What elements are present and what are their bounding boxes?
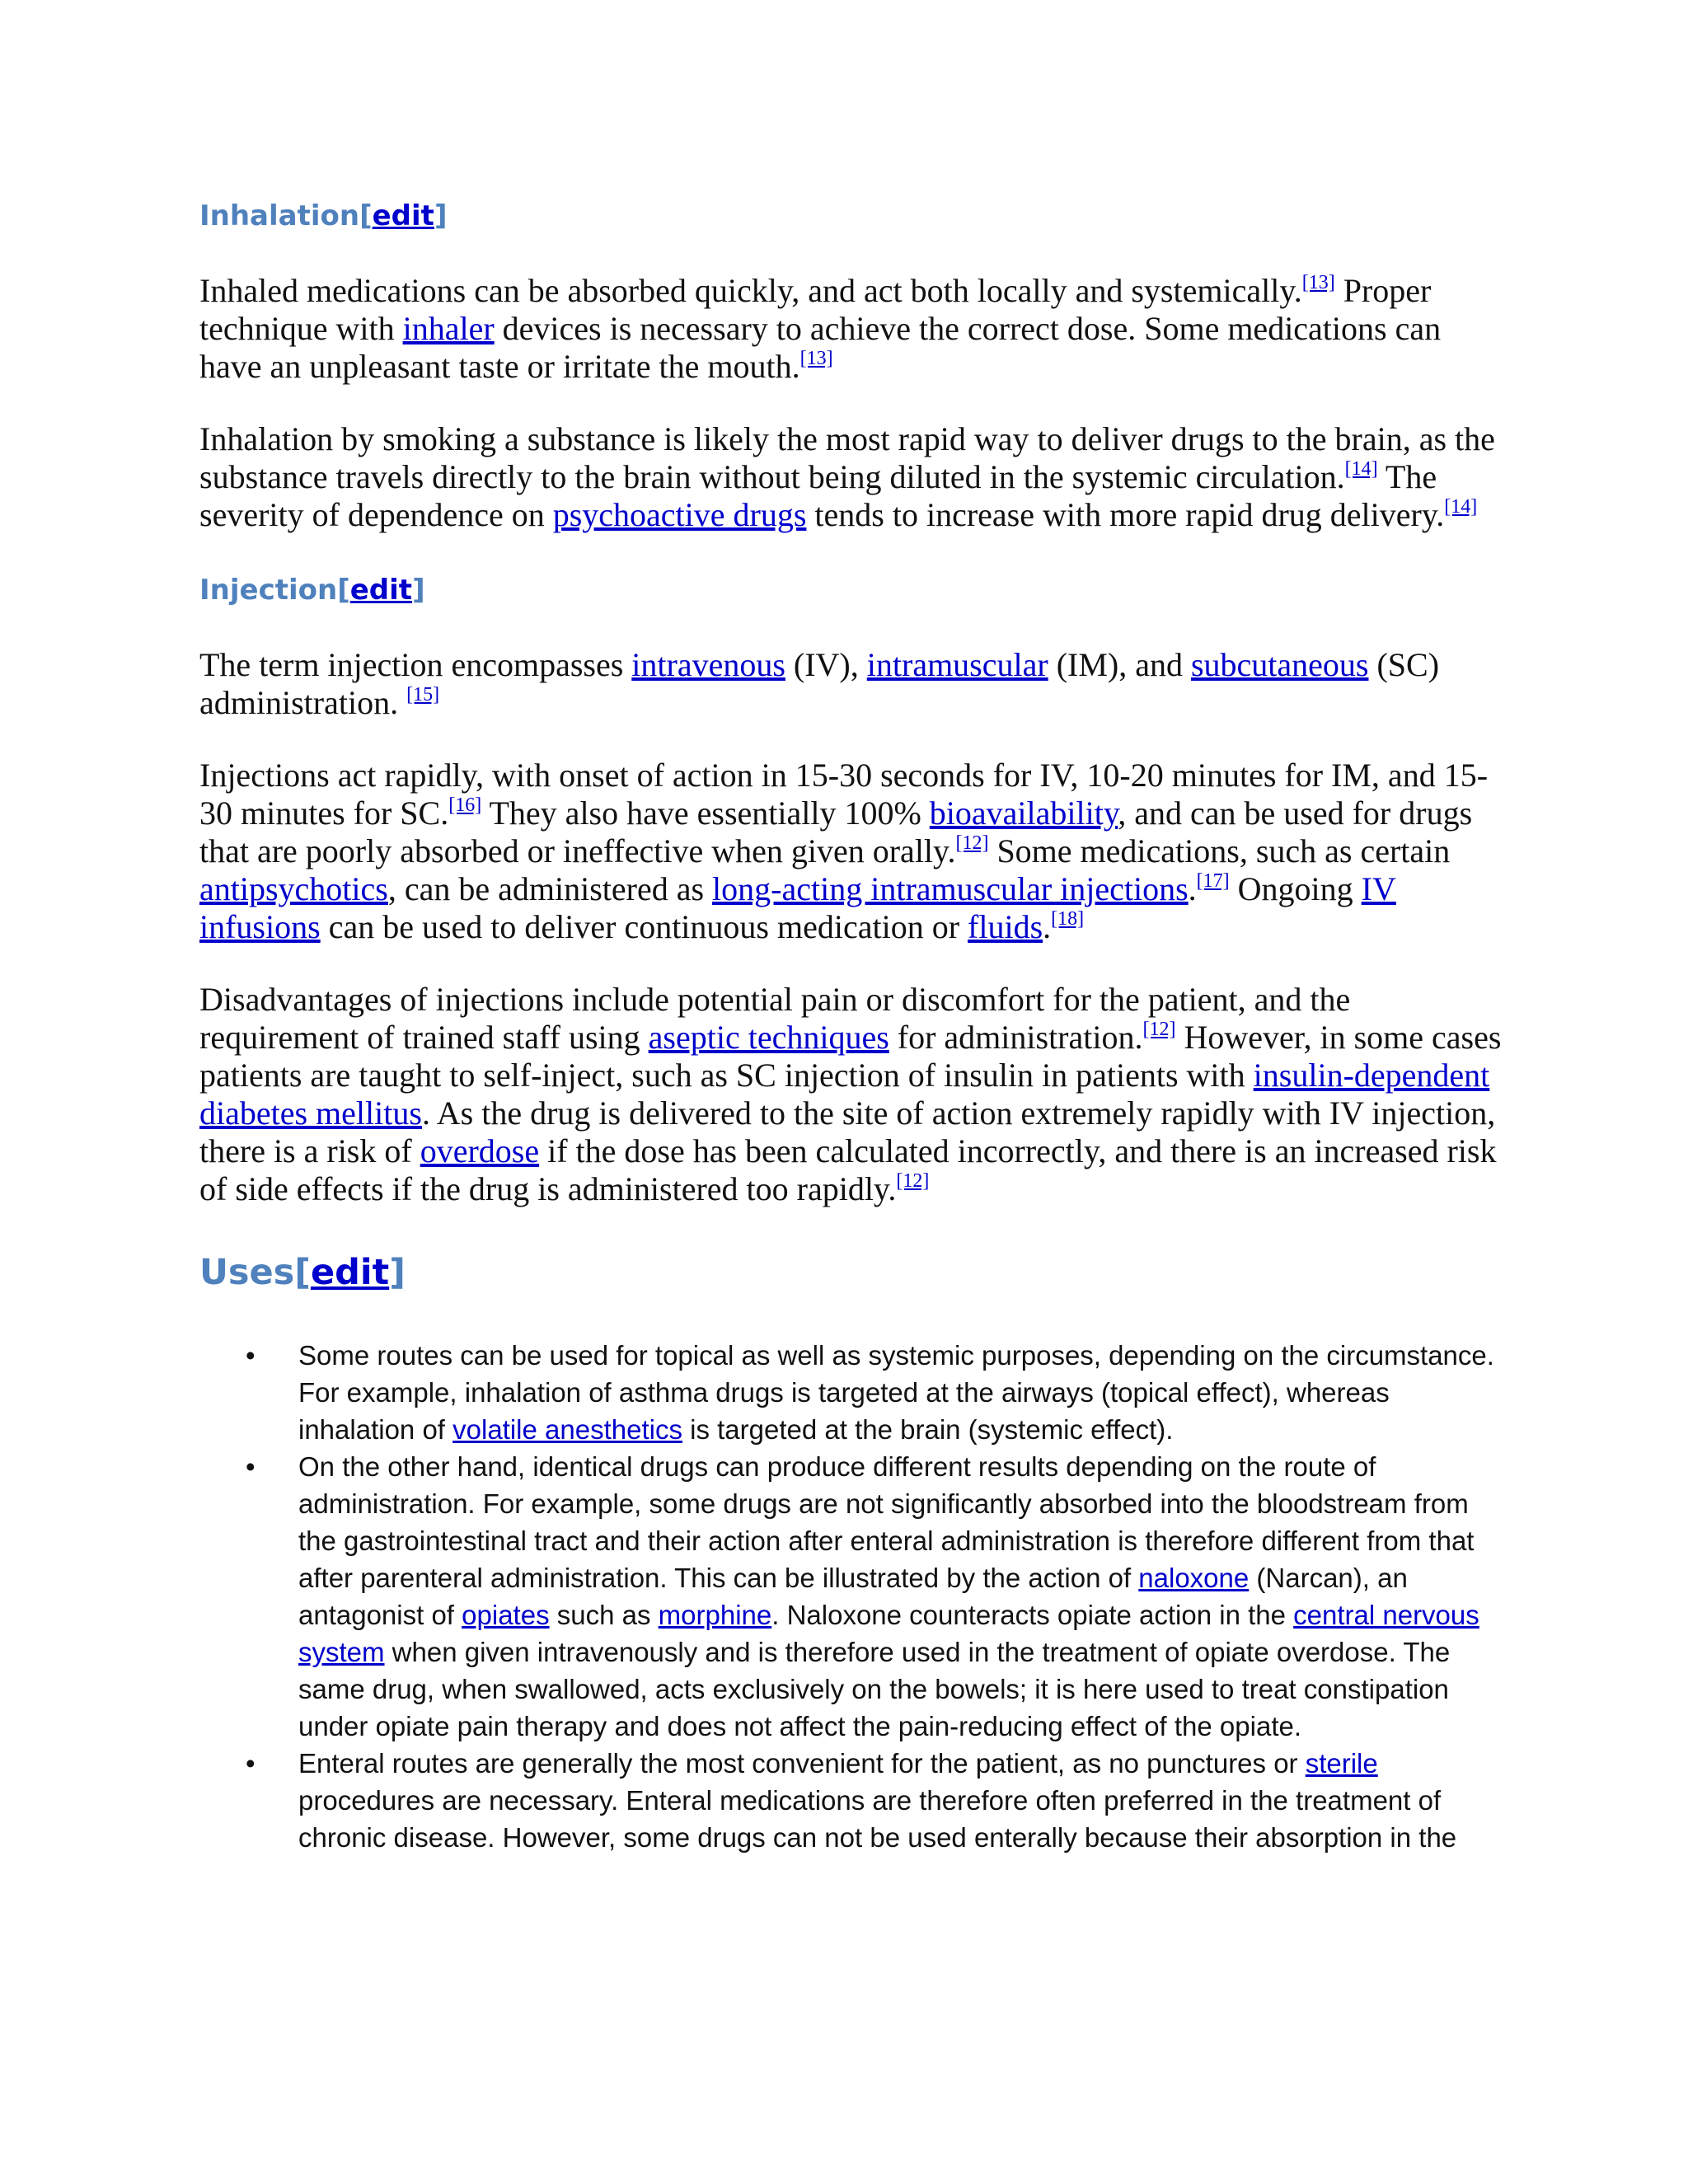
paragraph-text: Inhaled medications can be absorbed quickly, and act both locally and systemically. bbox=[199, 272, 1302, 309]
citation bbox=[896, 1170, 929, 1192]
link-subcutaneous[interactable]: subcutaneous bbox=[1190, 646, 1369, 683]
bullet-icon: • bbox=[246, 1340, 256, 1371]
paragraph-text: (IM), and bbox=[1048, 646, 1191, 683]
heading-text: Injection bbox=[199, 574, 338, 607]
link-antipsychotics[interactable]: antipsychotics bbox=[199, 870, 388, 907]
link-fluids[interactable]: fluids bbox=[968, 908, 1043, 945]
link-intramuscular[interactable]: intramuscular bbox=[866, 646, 1048, 683]
link-inhaler[interactable]: inhaler bbox=[402, 310, 495, 347]
edit-bracket-open: [ bbox=[337, 574, 350, 607]
spacer bbox=[199, 534, 1502, 569]
paragraph-text: , and can be used for drugs that are poorly absorbed or ineffective when given orally. bbox=[199, 794, 1473, 869]
paragraph-text: . bbox=[1188, 870, 1197, 907]
paragraph-text: Injections act rapidly, with onset of action in 15-30 seconds for IV, 10-20 minutes for IM, and 15-30 minutes for SC. bbox=[199, 757, 1489, 832]
link-morphine[interactable]: morphine bbox=[658, 1600, 772, 1630]
bullet-icon: • bbox=[246, 1451, 256, 1482]
spacer bbox=[199, 722, 1502, 757]
paragraph-text: Disadvantages of injections include potential pain or discomfort for the patient, and the requirement of trained staff using bbox=[199, 981, 1351, 1056]
uses-list bbox=[199, 1337, 1502, 1856]
citation bbox=[800, 348, 833, 369]
section-heading-uses bbox=[199, 1246, 1502, 1299]
paragraph-text: , can be administered as bbox=[387, 870, 713, 907]
citation-link-12[interactable]: [12] bbox=[955, 832, 989, 854]
link-aseptic-techniques[interactable]: aseptic techniques bbox=[648, 1019, 889, 1056]
list-item-text: (Narcan), an antagonist of bbox=[298, 1563, 1408, 1630]
link-long-acting-injections[interactable]: long-acting intramuscular injections bbox=[712, 870, 1189, 907]
bullet-icon: • bbox=[246, 1748, 256, 1779]
citation-link-14[interactable]: [14] bbox=[1444, 496, 1478, 518]
link-naloxone[interactable]: naloxone bbox=[1138, 1563, 1250, 1593]
paragraph-text: However, in some cases patients are taught to self-inject, such as SC injection of insulin in patients with bbox=[199, 1019, 1502, 1094]
citation-link-12[interactable]: [12] bbox=[1142, 1019, 1176, 1040]
list-item-text: is targeted at the brain (systemic effect). bbox=[682, 1414, 1174, 1445]
citation-link-14[interactable]: [14] bbox=[1344, 458, 1378, 480]
citation bbox=[1197, 870, 1230, 892]
paragraph-inhalation-1 bbox=[199, 272, 1502, 386]
link-volatile-anesthetics[interactable]: volatile anesthetics bbox=[452, 1414, 682, 1445]
paragraph-text: Inhalation by smoking a substance is likely the most rapid way to deliver drugs to the brain, as the substance travels directly to the brain without being diluted in the systemic circulation. bbox=[199, 420, 1495, 495]
paragraph-text: (IV), bbox=[785, 646, 867, 683]
link-psychoactive-drugs[interactable]: psychoactive drugs bbox=[552, 496, 807, 533]
list-item-text: procedures are necessary. Enteral medications are therefore often preferred in the treatment of chronic disease. However, some drugs can not be used enterally because their absorption in the bbox=[298, 1785, 1457, 1853]
citation bbox=[955, 832, 988, 854]
paragraph-injection-1 bbox=[199, 646, 1502, 722]
citation bbox=[1142, 1019, 1175, 1040]
spacer bbox=[199, 612, 1502, 646]
paragraph-text: The severity of dependence on bbox=[199, 458, 1437, 533]
link-iv-infusions[interactable]: IV infusions bbox=[199, 870, 1396, 945]
paragraph-text: Ongoing bbox=[1229, 870, 1362, 907]
spacer bbox=[199, 946, 1502, 981]
paragraph-text: . As the drug is delivered to the site of action extremely rapidly with IV injection, there is a risk of bbox=[199, 1094, 1496, 1169]
paragraph-text: tends to increase with more rapid drug delivery. bbox=[806, 496, 1445, 533]
citation-link-18[interactable]: [18] bbox=[1051, 908, 1085, 930]
paragraph-text: can be used to deliver continuous medication or bbox=[320, 908, 968, 945]
list-item-text: such as bbox=[549, 1600, 659, 1630]
paragraph-text: devices is necessary to achieve the correct dose. Some medications can have an unpleasant taste or irritate the mouth. bbox=[199, 310, 1442, 385]
section-heading-injection bbox=[199, 569, 1502, 612]
edit-link-injection[interactable]: edit bbox=[349, 574, 413, 607]
paragraph-text: They also have essentially 100% bbox=[481, 794, 930, 832]
citation-link-16[interactable]: [16] bbox=[448, 794, 482, 816]
link-overdose[interactable]: overdose bbox=[420, 1132, 540, 1169]
link-bioavailability[interactable]: bioavailability bbox=[929, 794, 1118, 832]
paragraph-text: if the dose has been calculated incorrectly, and there is an increased risk of side effects if the drug is administered too rapidly. bbox=[199, 1132, 1497, 1207]
paragraph-text: Proper technique with bbox=[199, 272, 1432, 347]
paragraph-injection-3 bbox=[199, 981, 1502, 1208]
spacer bbox=[199, 237, 1502, 272]
link-opiates[interactable]: opiates bbox=[462, 1600, 550, 1630]
citation-link-15[interactable]: [15] bbox=[406, 684, 440, 705]
paragraph-text: . bbox=[1043, 908, 1052, 945]
paragraph-inhalation-2 bbox=[199, 420, 1502, 534]
spacer bbox=[199, 1208, 1502, 1246]
list-item bbox=[199, 1745, 1502, 1856]
paragraph-text: The term injection encompasses bbox=[199, 646, 632, 683]
paragraph-text: (SC) administration. bbox=[199, 646, 1440, 721]
edit-bracket-close: ] bbox=[434, 199, 448, 232]
list-item-text: Some routes can be used for topical as well as systemic purposes, depending on the circumstance. For example, inhalation of asthma drugs is targeted at the airways (topical effect), whereas inhalation of bbox=[298, 1340, 1494, 1445]
link-sterile[interactable]: sterile bbox=[1305, 1748, 1378, 1779]
link-insulin-dependent-diabetes[interactable]: insulin-dependent diabetes mellitus bbox=[199, 1057, 1490, 1132]
list-item bbox=[199, 1448, 1502, 1745]
citation bbox=[1444, 496, 1477, 518]
citation-link-13[interactable]: [13] bbox=[799, 348, 833, 369]
citation bbox=[448, 794, 481, 816]
citation-link-12[interactable]: [12] bbox=[896, 1170, 930, 1192]
list-item-text: Enteral routes are generally the most convenient for the patient, as no punctures or bbox=[298, 1748, 1306, 1779]
document-page bbox=[199, 194, 1502, 1856]
citation bbox=[1302, 272, 1335, 293]
citation bbox=[406, 684, 439, 705]
edit-bracket-close: ] bbox=[412, 574, 425, 607]
list-item-text: On the other hand, identical drugs can produce different results depending on the route of administration. For example, some drugs are not significantly absorbed into the bloodstream from the gastrointestinal tract and their action after enteral administration is therefore different from that after parenteral administration. This can be illustrated by the action of bbox=[298, 1451, 1475, 1593]
list-item bbox=[199, 1337, 1502, 1448]
citation-link-17[interactable]: [17] bbox=[1196, 870, 1230, 892]
citation bbox=[1051, 908, 1084, 930]
paragraph-text: Some medications, such as certain bbox=[988, 832, 1451, 869]
edit-bracket-close: ] bbox=[389, 1252, 406, 1293]
citation bbox=[1345, 458, 1378, 480]
spacer bbox=[199, 1299, 1502, 1337]
edit-link-uses[interactable]: edit bbox=[310, 1252, 390, 1293]
list-item-text: . Naloxone counteracts opiate action in the bbox=[771, 1600, 1294, 1630]
paragraph-injection-2 bbox=[199, 757, 1502, 946]
citation-link-13[interactable]: [13] bbox=[1301, 272, 1335, 293]
paragraph-text: for administration. bbox=[889, 1019, 1143, 1056]
heading-text: Inhalation bbox=[199, 199, 360, 232]
section-heading-inhalation bbox=[199, 194, 1502, 237]
list-item-text: when given intravenously and is therefore used in the treatment of opiate overdose. The same drug, when swallowed, acts exclusively on the bowels; it is here used to treat constipation under opiate pain therapy and does not affect the pain-reducing effect of the opiate. bbox=[298, 1637, 1451, 1741]
spacer bbox=[199, 386, 1502, 420]
link-central-nervous-system[interactable]: central nervous system bbox=[298, 1600, 1479, 1667]
edit-bracket-open: [ bbox=[294, 1252, 311, 1293]
link-intravenous[interactable]: intravenous bbox=[631, 646, 785, 683]
edit-link-inhalation[interactable]: edit bbox=[372, 199, 434, 232]
edit-bracket-open: [ bbox=[359, 199, 373, 232]
heading-text: Uses bbox=[199, 1252, 295, 1293]
